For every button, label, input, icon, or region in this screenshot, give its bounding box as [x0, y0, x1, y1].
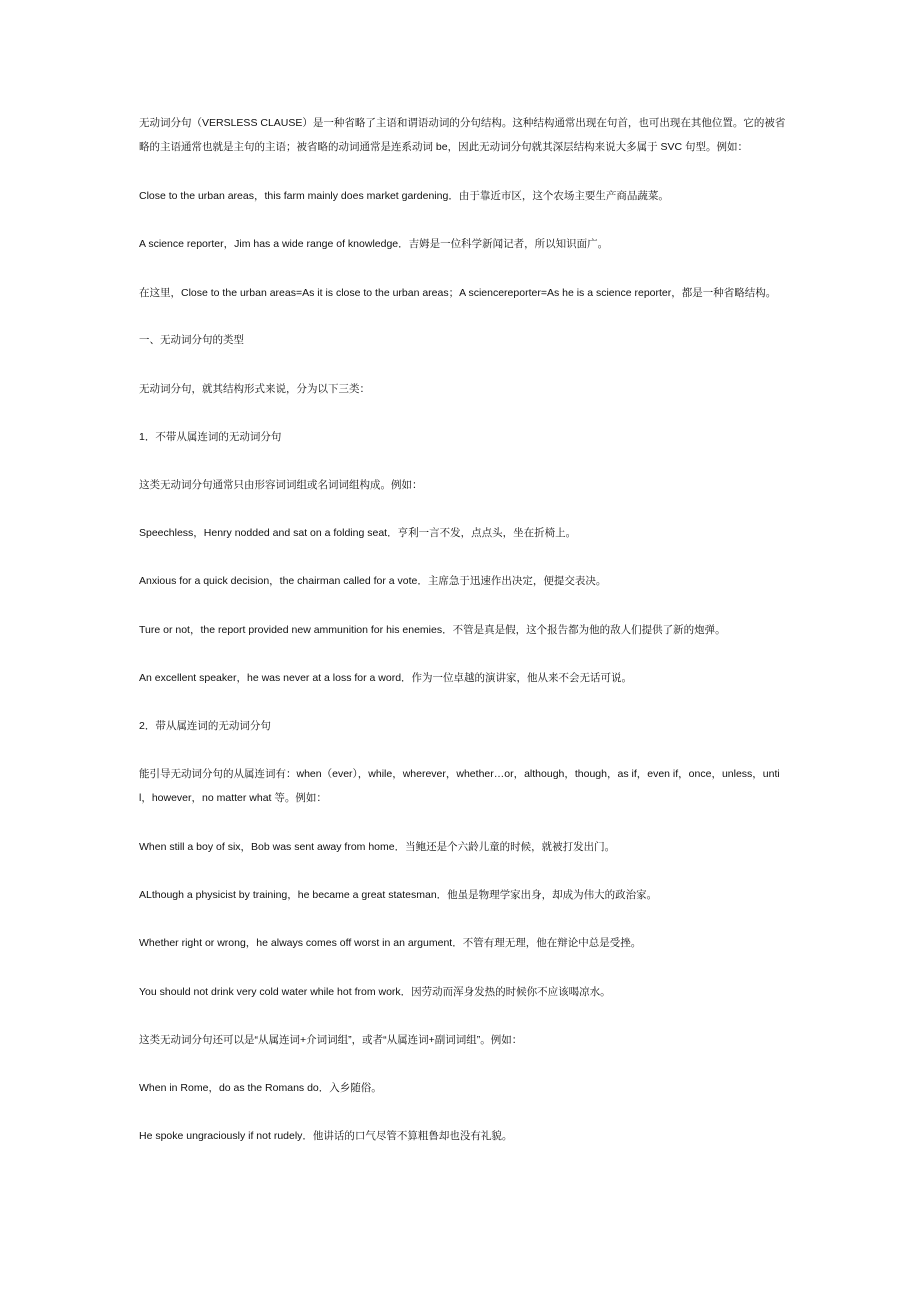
example-paragraph: Ture or not，the report provided new ammunition for his enemies．不管是真是假，这个报告都为他的敌人们提供了新的炮弹。: [139, 624, 726, 636]
body-paragraph: 能引导无动词分句的从属连词有：when（ever），while，wherever，whether…or，although，though，as if，even if，once，unless，until，however，no matter what 等。例如：: [139, 768, 780, 804]
example-paragraph: When still a boy of six，Bob was sent away from home．当鲍还是个六龄儿童的时候，就被打发出门。: [139, 841, 616, 853]
example-paragraph: Anxious for a quick decision，the chairman called for a vote．主席急于迅速作出决定，便提交表决。: [139, 575, 607, 587]
subsection-heading: 2．带从属连词的无动词分句: [139, 720, 271, 732]
example-paragraph: ALthough a physicist by training，he became a great statesman．他虽是物理学家出身，却成为伟大的政治家。: [139, 889, 658, 901]
example-paragraph: Speechless，Henry nodded and sat on a folding seat．亨利一言不发，点点头，坐在折椅上。: [139, 527, 577, 539]
example-paragraph: An excellent speaker，he was never at a loss for a word．作为一位卓越的演讲家，他从来不会无话可说。: [139, 672, 633, 684]
explanation-paragraph: 在这里，Close to the urban areas=As it is close to the urban areas；A sciencereporter=As he is a science reporter，都是一种省略结构。: [139, 287, 777, 299]
body-paragraph: 这类无动词分句通常只由形容词词组或名词词组构成。例如：: [139, 479, 423, 491]
intro-paragraph: 无动词分句（VERSLESS CLAUSE）是一种省略了主语和谓语动词的分句结构。这种结构通常出现在句首，也可出现在其他位置。它的被省略的主语通常也就是主句的主语；被省略的动词通常是连系动词 be，因此无动词分句就其深层结构来说大多属于 SVC 句型。例如：: [139, 117, 786, 153]
example-paragraph: Close to the urban areas，this farm mainly does market gardening．由于靠近市区，这个农场主要生产商品蔬菜。: [139, 190, 669, 202]
subsection-heading: 1．不带从属连词的无动词分句: [139, 431, 282, 443]
example-paragraph: A science reporter，Jim has a wide range of knowledge．吉姆是一位科学新闻记者，所以知识面广。: [139, 238, 609, 250]
body-paragraph: 这类无动词分句还可以是“从属连词+介词词组”，或者“从属连词+副词词组”。例如：: [139, 1034, 523, 1046]
section-heading: 一、无动词分句的类型: [139, 334, 244, 346]
example-paragraph: When in Rome，do as the Romans do．入乡随俗。: [139, 1082, 382, 1094]
example-paragraph: He spoke ungraciously if not rudely．他讲话的口气尽管不算粗鲁却也没有礼貌。: [139, 1130, 513, 1142]
body-paragraph: 无动词分句，就其结构形式来说，分为以下三类：: [139, 383, 370, 395]
example-paragraph: You should not drink very cold water while hot from work．因劳动而浑身发热的时候你不应该喝凉水。: [139, 986, 611, 998]
example-paragraph: Whether right or wrong，he always comes off worst in an argument．不管有理无理，他在辩论中总是受挫。: [139, 937, 642, 949]
